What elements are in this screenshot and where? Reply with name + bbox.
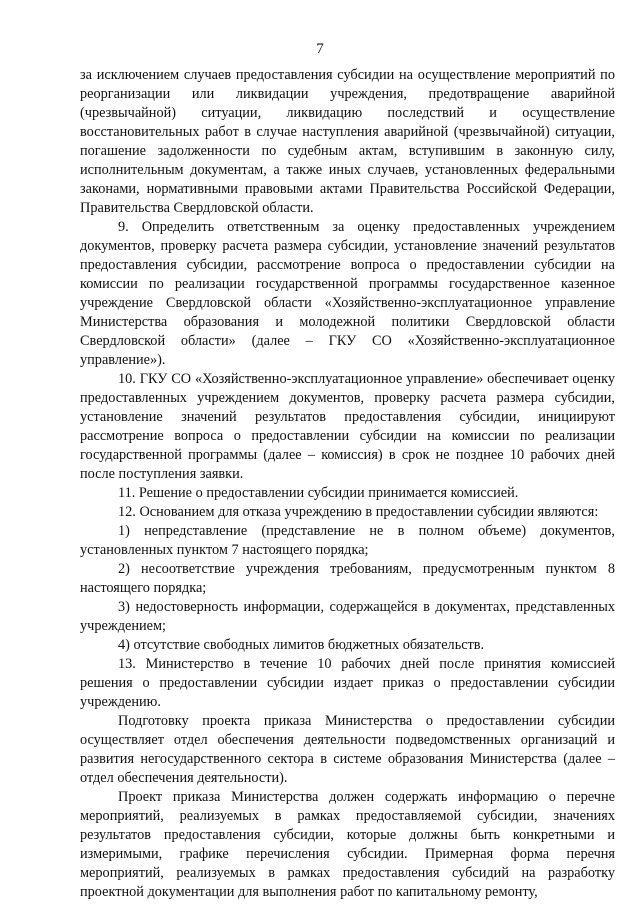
document-body <box>80 66 615 902</box>
paragraph-order-preparation: Подготовку проекта приказа Министерства о предоставлении субсидии осуществляет отдел обеспечения деятельности подведомственных организаций и развития негосударственного сектора в системе образования Министерства (далее – отдел обеспечения деятельности). <box>80 713 615 786</box>
list-item-4: 4) отсутствие свободных лимитов бюджетных обязательств. <box>118 637 485 653</box>
list-item-2: 2) несоответствие учреждения требованиям, предусмотренным пунктом 8 настоящего порядка; <box>80 561 615 596</box>
paragraph-item-13: 13. Министерство в течение 10 рабочих дней после принятия комиссией решения о предоставлении субсидии издает приказ о предоставлении субсидии учреждению. <box>80 656 615 710</box>
paragraph-continuation: за исключением случаев предоставления субсидии на осуществление мероприятий по реорганизации или ликвидации учреждения, предотвращение аварийной (чрезвычайной) ситуации, ликвидацию последствий и осуществление восстановительных работ в случае наступления аварийной (чрезвычайной) ситуации, погашение задолженности по судебным актам, вступившим в законную силу, исполнительным документам, а также иных случаев, установленных федеральными законами, нормативными правовыми актами Правительства Российской Федерации, Правительства Свердловской области. <box>80 67 615 216</box>
list-item-1: 1) непредставление (представление не в полном объеме) документов, установленных пунктом 7 настоящего порядка; <box>80 523 615 558</box>
paragraph-item-12: 12. Основанием для отказа учреждению в предоставлении субсидии являются: <box>118 504 599 520</box>
list-item-3: 3) недостоверность информации, содержащейся в документах, представленных учреждением; <box>80 599 615 634</box>
paragraph-item-9: 9. Определить ответственным за оценку предоставленных учреждением документов, проверку расчета размера субсидии, установление значений результатов предоставления субсидии, рассмотрение вопроса о предоставлении субсидии на комиссии по реализации государственной программы государственное казенное учреждение Свердловской области «Хозяйственно-эксплуатационное управление Министерства образования и молодежной политики Свердловской области Свердловской области» (далее – ГКУ СО «Хозяйственно-эксплуатационное управление»). <box>80 219 615 368</box>
paragraph-item-11: 11. Решение о предоставлении субсидии принимается комиссией. <box>118 485 519 501</box>
page-number: 7 <box>316 41 324 57</box>
paragraph-item-10: 10. ГКУ СО «Хозяйственно-эксплуатационное управление» обеспечивает оценку предоставленных учреждением документов, проверку расчета размера субсидии, установление значений результатов предоставления субсидии, инициируют рассмотрение вопроса о предоставлении субсидии на комиссии по реализации государственной программы (далее – комиссия) в срок не позднее 10 рабочих дней после поступления заявки. <box>80 371 615 482</box>
paragraph-order-content: Проект приказа Министерства должен содержать информацию о перечне мероприятий, реализуемых в рамках предоставляемой субсидии, значениях результатов предоставления субсидии, которые должны быть конкретными и измеримыми, графике перечисления субсидии. Примерная форма перечня мероприятий, реализуемых в рамках предоставления субсидий на разработку проектной документации для выполнения работ по капитальному ремонту, <box>80 789 615 900</box>
